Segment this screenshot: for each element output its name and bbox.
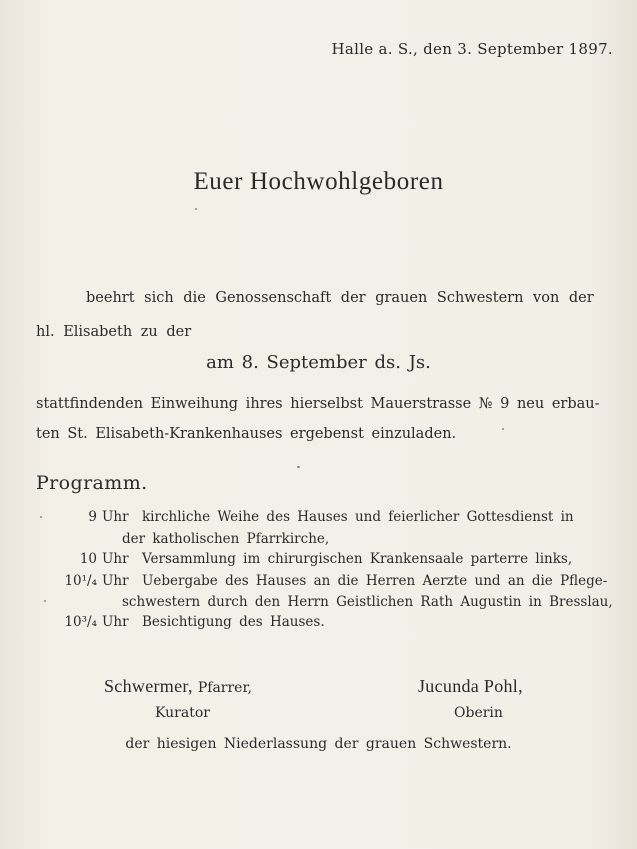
salutation: Euer Hochwohlgeboren [193,168,444,195]
programme-time: 10 [79,551,97,567]
programme-uhr: Uhr [102,509,129,525]
programme-continuation: schwestern durch den Herrn Geistlichen Rath Augustin in Bresslau, [122,594,613,610]
programme-uhr: Uhr [102,614,129,630]
body-line-4: stattfindenden Einweihung ihres hierselbst Mauerstrasse № 9 neu erbau- [36,396,600,412]
body-line-2: hl. Elisabeth zu der [36,324,192,340]
programme-time: 10¹/₄ [64,573,97,589]
paper-speck [44,600,46,602]
event-date-line: am 8. September ds. Js. [206,352,431,373]
programme-text: Versammlung im chirurgischen Krankensaale parterre links, [142,551,573,567]
paper-speck [195,208,197,210]
closing-line: der hiesigen Niederlassung der grauen Schwestern. [125,736,512,752]
paper-speck [40,516,42,518]
body-line-1: beehrt sich die Genossenschaft der grauen Schwestern von der [86,290,594,306]
signature-right-name: Jucunda Pohl, [418,676,523,696]
signature-left-name: Schwermer, [104,676,193,696]
programme-time: 9 [88,509,97,525]
paper-speck [502,428,504,430]
programme-text: Besichtigung des Hauses. [142,614,325,630]
signature-left-title: Pfarrer, [197,680,253,696]
programme-uhr: Uhr [102,551,129,567]
signature-left-role: Kurator [155,705,210,721]
signature-right-role: Oberin [454,705,503,721]
programme-text: kirchliche Weihe des Hauses und feierlicher Gottesdienst in [142,509,574,525]
date-line: Halle a. S., den 3. September 1897. [331,40,613,58]
programme-text: Uebergabe des Hauses an die Herren Aerzte und an die Pflege- [142,573,608,589]
signature-left [104,676,252,697]
programme-continuation: der katholischen Pfarrkirche, [122,531,330,547]
programme-title: Programm. [36,472,148,494]
programme-time: 10³/₄ [64,614,97,630]
body-line-5: ten St. Elisabeth-Krankenhauses ergebenst einzuladen. [36,426,457,442]
paper-speck [297,466,300,468]
programme-uhr: Uhr [102,573,129,589]
